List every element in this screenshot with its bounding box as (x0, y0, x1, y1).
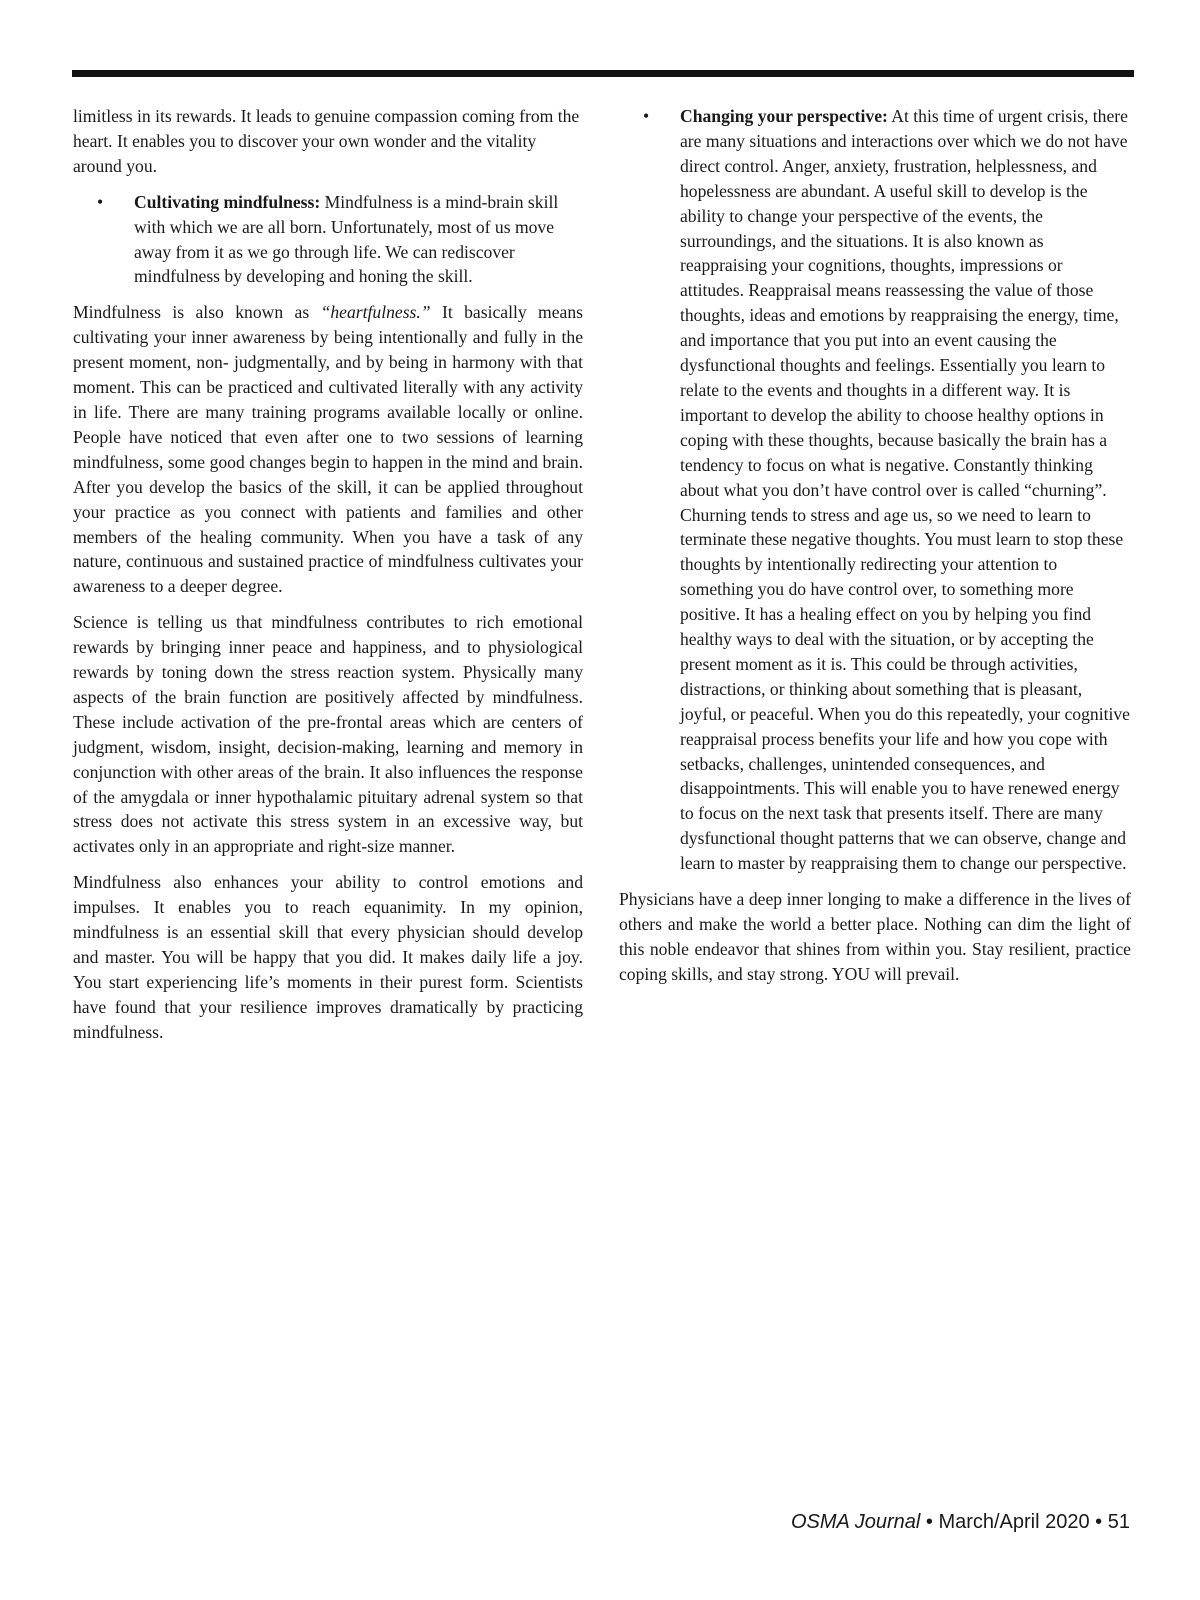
journal-name: OSMA Journal (791, 1511, 921, 1533)
bullet-text: Mindfulness is a mind-brain skill with which we are all born. Unfortunately, most of us move away from it as we go through life. We can rediscover mindfulness by developing and honing the skill. (134, 191, 559, 287)
issue-date: March/April 2020 (938, 1511, 1090, 1533)
bullet-text: At this time of urgent crisis, there are many situations and interactions over which we do not have direct control. Anger, anxiety, frustration, helplessness, and hopelessness are abundant. A useful skill to develop is the ability to change your perspective of the events, the surroundings, and the situations. It is also known as reappraising your cognitions, thoughts, impressions or attitudes. Reappraisal means reassessing the value of those thoughts, ideas and emotions by reappraising the energy, time, and importance that you put into an event causing the dysfunctional thoughts and feelings. Essentially you learn to relate to the events and thoughts in a different way. It is important to develop the ability to choose healthy options in coping with these thoughts, because basically the brain has a tendency to focus on what is negative. Constantly thinking about what you don’t have control over is called “churning”. Churning tends to stress and age us, so we need to learn to terminate these negative thoughts. You must learn to stop these thoughts by intentionally redirecting your attention to something you do have control over, to something more positive. It has a healing effect on you by helping you find healthy ways to deal with the situation, or by accepting the present moment as it is. This could be through activities, distractions, or thinking about something that is pleasant, joyful, or peaceful. When you do this repeatedly, your cognitive reappraisal process benefits your life and how you cope with setbacks, challenges, unintended consequences, and disappointments. This will enable you to have renewed energy to focus on the next task that presents itself. There are many dysfunctional thought patterns that we can observe, change and learn to master by reappraising them to change our perspective. (680, 106, 1130, 874)
bullet-changing-perspective (619, 104, 1131, 876)
heartfulness-text-before: Mindfulness is also known as (73, 302, 321, 323)
bullet-icon: • (97, 191, 104, 212)
footer-separator: • (1089, 1511, 1108, 1533)
bullet-cultivating-mindfulness (73, 190, 583, 290)
right-column (619, 104, 1131, 998)
emotions-paragraph: Mindfulness also enhances your ability to control emotions and impulses. It enables you to reach equanimity. In my opinion, mindfulness is an essential skill that every physician should develop and master. You will be happy that you did. It makes daily life a joy. You start experiencing life’s moments in their purest form. Scientists have found that your resilience improves dramatically by practicing mindfulness. (73, 872, 583, 1042)
heartfulness-paragraph (73, 300, 583, 599)
bullet-icon: • (643, 106, 650, 126)
page-footer (791, 1511, 1130, 1534)
bullet-heading: Cultivating mindfulness: (134, 191, 321, 212)
left-column (73, 104, 583, 1056)
heartfulness-term: “heartfulness.” (320, 302, 431, 323)
footer-separator: • (920, 1511, 939, 1533)
intro-paragraph: limitless in its rewards. It leads to genuine compassion coming from the heart. It enables you to discover your own wonder and the vitality around you. (73, 106, 580, 176)
closing-paragraph: Physicians have a deep inner longing to make a difference in the lives of others and make the world a better place. Nothing can dim the light of this noble endeavor that shines from within you. Stay resilient, practice coping skills, and stay strong. YOU will prevail. (619, 889, 1131, 984)
bullet-heading: Changing your perspective: (680, 106, 888, 126)
top-rule (72, 70, 1134, 77)
science-paragraph: Science is telling us that mindfulness contributes to rich emotional rewards by bringing inner peace and happiness, and to physiological rewards by toning down the stress reaction system. Physically many aspects of the brain function are positively affected by mindfulness. These include activation of the pre-frontal areas which are centers of judgment, wisdom, insight, decision-making, learning and memory in conjunction with other areas of the brain. It also influences the response of the amygdala or inner hypothalamic pituitary adrenal system so that stress does not activate this stress system in an excessive way, but activates only in an appropriate and right-size manner. (73, 612, 583, 857)
heartfulness-text-after: It basically means cultivating your inner awareness by being intentionally and fully in the present moment, non- judgmentally, and by being in harmony with that moment. This can be practiced and cultivated literally with any activity in life. There are many training programs available locally or online. People have noticed that even after one to two sessions of learning mindfulness, some good changes begin to happen in the mind and brain. After you develop the basics of the skill, it can be applied throughout your practice as you connect with patients and families and other members of the healing community. When you have a task of any nature, continuous and sustained practice of mindfulness cultivates your awareness to a deeper degree. (73, 302, 583, 597)
page-number: 51 (1107, 1511, 1130, 1533)
